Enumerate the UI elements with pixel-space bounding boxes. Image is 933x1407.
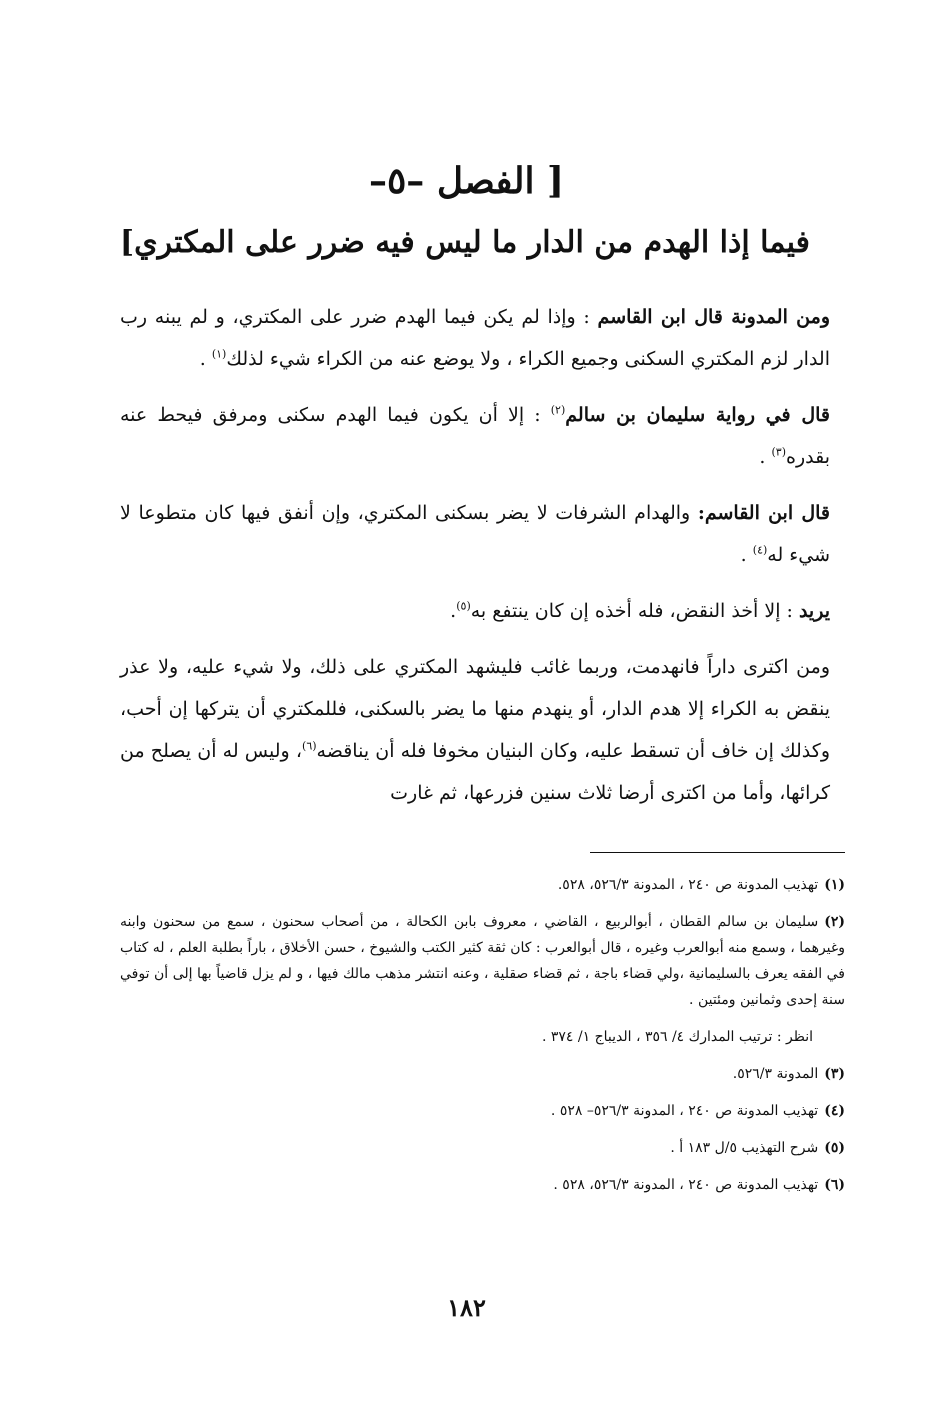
paragraph [120,590,830,632]
footnote [120,909,845,1013]
footnote [120,1135,845,1161]
footnote-ref: (٥) [456,599,471,613]
paragraph-text: : إلا أن يكون فيما الهدم سكنى ومرفق فيحط عنه بقدره [120,404,830,468]
paragraph-tail: . [759,446,772,468]
paragraph-text: : وإذا لم يكن فيما الهدم ضرر على المكتري، و لم يبنه رب الدار لزم المكتري السكنى وجميع الكراء ، ولا يوضع عنه من الكراء شيء لذلك [120,306,830,370]
footnote-number: (٣) [824,1066,845,1082]
paragraph-text: ومن اكترى داراً فانهدمت، وربما غائب فليشهد المكتري على ذلك، ولا شيء عليه، ولا عذر ينقض به الكراء إلا هدم الدار، أو ينهدم منها ما يضر بالسكنى، فللمكتري أن يتركها إن أحب، وكذلك إن خاف أن تسقط عليه، وكان البنيان مخوفا فله أن يناقضه [120,656,831,762]
footnote-text: انظر : ترتيب المدارك ٤/ ٣٥٦ ، الديباج ١/ ٣٧٤ . [541,1029,813,1045]
paragraph-lead: قال ابن القاسم: [697,502,830,524]
paragraph-tail: . [199,348,212,370]
page-number: ١٨٢ [447,1293,486,1322]
footnote-number: (٦) [824,1177,845,1193]
main-text [120,296,830,828]
chapter-title: [ الفصل –٥– [368,160,565,202]
paragraph-lead: يريد [798,600,830,622]
footnote-ref: (١) [211,347,227,361]
footnotes [120,872,845,1209]
footnote-text: سليمان بن سالم القطان ، أبوالربيع ، القاضي ، معروف بابن الكحالة ، من أصحاب سحنون ، سمع من سحنون وابنه وغيرهما ، وسمع منه أبوالعرب وغيره ، قال أبوالعرب : كان ثقة كثير الكتب والشيوخ ، حسن الأخلاق ، باراً بطلبة العلم ، له كتاب في الفقه يعرف بالسليمانية ،ولي قضاء باجة ، ثم قضاء صقلية ، وعنه انتشر مذهب مالك فيها ، و لم يزل قاضياً بها إلى أن توفي سنة إحدى وثمانين ومئتين . [120,914,845,1008]
footnote-ref: (٤) [752,543,768,557]
footnote-ref: (٣) [771,445,786,459]
footnote-number: (١) [824,877,845,893]
footnote-text: تهذيب المدونة ص ٢٤٠ ، المدونة ٥٢٦/٣، ٥٢٨. [557,877,819,893]
paragraph-tail: . [740,544,753,566]
paragraph [120,492,830,576]
footnote-ref: (٢) [550,403,566,417]
footnote-number: (٥) [824,1140,845,1156]
footnote-number: (٤) [824,1103,845,1119]
footnote-reference [120,1024,845,1050]
footnote-number: (٢) [824,914,845,930]
footnote-text: تهذيب المدونة ص ٢٤٠ ، المدونة ٥٢٦/٣، ٥٢٨ . [553,1177,819,1193]
paragraph [120,296,830,380]
section-heading: فيما إذا الهدم من الدار ما ليس فيه ضرر على المكتري] [119,225,810,260]
footnote-text: المدونة ٥٢٦/٣. [732,1066,819,1082]
footnote [120,1172,845,1198]
paragraph-text: والهدام الشرفات لا يضر بسكنى المكتري، وإن أنفق فيها كان متطوعا لا شيء له [120,502,830,566]
footnote-text: شرح التهذيب ٥/ل ١٨٣ أ . [670,1140,819,1156]
footnote [120,872,845,898]
paragraph-tail: . [450,600,457,622]
paragraph-lead: ومن المدونة قال ابن القاسم [597,306,830,328]
footnote-text: تهذيب المدونة ص ٢٤٠ ، المدونة ٥٢٦/٣– ٥٢٨ . [550,1103,819,1119]
paragraph-lead: قال في رواية سليمان بن سالم [565,404,830,426]
paragraph [120,394,830,478]
paragraph [120,646,830,814]
footnote-ref: (٦) [302,739,317,753]
paragraph-tail: ، وليس له أن يصلح من كرائها، وأما من اكترى أرضا ثلاث سنين فزرعها، ثم غارت [120,740,830,804]
paragraph-text: : إلا أخذ النقض، فله أخذه إن كان ينتفع به [470,600,799,622]
footnote [120,1061,845,1087]
footnote-divider [590,852,845,853]
footnote [120,1098,845,1124]
